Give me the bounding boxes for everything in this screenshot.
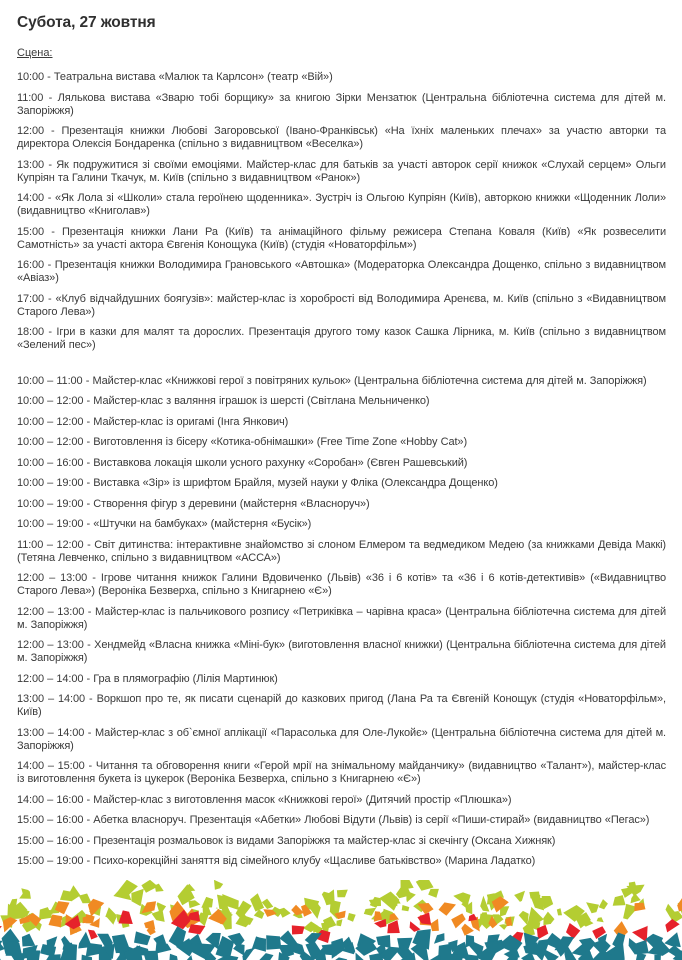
event-time: 12:00 – 13:00	[17, 572, 88, 584]
event-time: 14:00	[17, 192, 45, 204]
event-text: Презентація книжки Любові Загоровської (Івано-Франківськ) «На їхніх маленьких плечах» за участю авторки та директора Олексія Бондаренка (спільно з видавництвом «Веселка»)	[17, 125, 666, 150]
event-time: 15:00 – 16:00	[17, 834, 84, 847]
event-text: Презентація книжки Лани Ра (Київ) та анімаційного фільму режисера Степана Коваля (Київ) «Як розвеселити Самотність» за участі актора Євгенія Конощука (Київ) (студія «Новаторфільм»)	[17, 225, 666, 251]
event-text: Майстер-клас «Книжкові герої з повітряних кульок» (Центральна бібліотечна система для дітей м. Запоріжжя)	[92, 374, 647, 387]
event-time: 13:00	[17, 158, 45, 171]
event-separator: -	[84, 726, 95, 739]
event-row	[17, 416, 666, 429]
event-time: 13:00 – 14:00	[17, 726, 85, 739]
event-row	[17, 814, 666, 827]
event-separator: -	[83, 639, 95, 651]
event-time: 10:00 – 19:00	[17, 477, 84, 489]
event-separator: -	[83, 518, 94, 530]
event-time: 15:00	[17, 225, 45, 238]
event-time: 10:00 – 16:00	[17, 456, 84, 469]
event-row	[17, 477, 666, 490]
event-time: 10:00 – 19:00	[17, 497, 84, 510]
event-time: 15:00 – 16:00	[17, 814, 84, 826]
event-text: Гра в плямографію (Лілія Мартинюк)	[93, 672, 278, 685]
event-time: 12:00 – 13:00	[17, 639, 84, 651]
event-text: Майстер-клас із пальчикового розпису «Петриківка – чарівна краса» (Центральна бібліотечна система для дітей м. Запоріжжя)	[17, 605, 666, 631]
event-time: 10:00 – 12:00	[17, 415, 84, 428]
event-time: 10:00 – 12:00	[17, 436, 84, 448]
event-time: 16:00	[17, 259, 45, 271]
event-text: Майстер-клас з виготовлення масок «Книжкові герої» (Дитячий простір «Плюшка»)	[93, 793, 512, 806]
event-separator: -	[44, 259, 55, 271]
event-separator: -	[44, 326, 57, 338]
event-text: Майстер-клас із оригамі (Інга Янкович)	[93, 415, 289, 428]
event-time: 12:00 – 14:00	[17, 672, 84, 685]
event-separator: -	[83, 855, 94, 867]
event-separator: -	[85, 693, 97, 705]
event-time: 14:00 – 16:00	[17, 793, 84, 806]
event-separator: -	[83, 814, 94, 826]
event-row	[17, 192, 666, 218]
event-separator: -	[83, 436, 94, 448]
event-time: 15:00 – 19:00	[17, 855, 84, 867]
event-time: 10:00	[17, 71, 45, 83]
event-text: «Штучки на бамбуках» (майстерня «Бусік»)	[93, 518, 312, 530]
event-separator: -	[84, 605, 95, 618]
event-separator: -	[44, 192, 56, 204]
event-time: 17:00	[17, 292, 45, 305]
event-text: Виставкова локація школи усного рахунку «Соробан» (Євген Рашевський)	[93, 456, 468, 469]
event-row	[17, 326, 666, 352]
event-text: Створення фігур з деревини (майстерня «Власноруч»)	[93, 497, 370, 510]
event-separator: -	[44, 292, 56, 305]
event-time: 10:00 – 12:00	[17, 395, 84, 407]
event-row	[17, 71, 666, 84]
event-row	[17, 293, 666, 319]
event-row	[17, 539, 666, 565]
event-separator: -	[83, 672, 94, 685]
event-row	[17, 760, 666, 786]
event-row	[17, 606, 666, 632]
event-separator: -	[83, 477, 94, 489]
event-row	[17, 92, 666, 118]
event-text: Абетка власноруч. Презентація «Абетки» Любові Відути (Львів) із серії «Пиши-стирай» (видавництво «Пегас»)	[93, 814, 650, 826]
event-row	[17, 226, 666, 252]
event-text: Ігрове читання книжок Галини Вдовиченко (Львів) «36 і 6 котів» та «36 і 6 котів-детективів» («Видавництво Старого Лева») (Вероніка Безверха, спільно з Книгарнею «Є»)	[17, 572, 666, 597]
event-separator: -	[82, 374, 93, 387]
event-separator: -	[83, 415, 94, 428]
event-text: Світ дитинства: інтерактивне знайомство зі слоном Елмером та ведмедиком Медею (за книжками Девіда Маккі) (Тетяна Левченко, спільно з видавництвом «АССА»)	[17, 538, 666, 564]
event-text: Воркшоп про те, як писати сценарій до казкових пригод (Лана Ра та Євгеній Конощук (студія «Новаторфільм», Київ)	[17, 693, 666, 718]
mosaic-footer-decoration	[0, 880, 682, 960]
event-time: 14:00 – 15:00	[17, 760, 85, 772]
event-row	[17, 375, 666, 388]
event-separator: -	[83, 497, 94, 510]
event-separator: -	[83, 834, 94, 847]
event-text: «Клуб відчайдушних боягузів»: майстер-клас із хоробрості від Володимира Аренєва, м. Київ (спільно з «Видавництвом Старого Лева»)	[17, 292, 666, 318]
event-text: Виставка «Зір» із шрифтом Брайля, музей науки у Фліка (Олександра Дощенко)	[93, 477, 498, 489]
event-text: Ігри в казки для малят та дорослих. Презентація другого тому казок Сашка Лірника, м. Київ (спільно з видавництвом «Зелений пес»)	[17, 326, 666, 351]
event-time: 11:00	[17, 91, 44, 104]
event-text: Читання та обговорення книги «Герой мрії на знімальному майданчику» (видавництво «Талант»), майстер-клас із виготовлення букета із цукерок (Вероніка Безверха, спільно з Книгарнею «Є»)	[17, 760, 666, 785]
event-text: Презентація книжки Володимира Грановського «Автошка» (Модераторка Олександра Дощенко, спільно з видавництвом «Авіаз»)	[17, 259, 666, 284]
event-row	[17, 727, 666, 753]
event-text: Як подружитися зі своїми емоціями. Майстер-клас для батьків за участі авторок серії книжок «Слухай серцем» Ольги Купріян та Галини Ткачук, м. Київ (спільно з видавництвом «Ранок»)	[17, 158, 666, 184]
event-separator: -	[44, 125, 62, 137]
event-time: 11:00 – 12:00	[17, 538, 84, 551]
schedule-content	[17, 14, 666, 876]
event-separator: -	[87, 572, 101, 584]
event-time: 10:00 – 19:00	[17, 518, 84, 530]
event-separator: -	[44, 71, 54, 83]
open-event-list	[17, 375, 666, 869]
section-gap	[17, 360, 666, 375]
event-separator: -	[83, 456, 94, 469]
event-separator: -	[44, 158, 57, 171]
scene-label: Сцена:	[17, 47, 53, 59]
event-time: 12:00 – 13:00	[17, 605, 85, 618]
event-row	[17, 835, 666, 848]
event-text: Театральна вистава «Малюк та Карлсон» (театр «Вій»)	[53, 71, 333, 83]
page-title: Субота, 27 жовтня	[17, 14, 156, 31]
event-row	[17, 693, 666, 719]
event-text: Виготовлення із бісеру «Котика-обнімашки» (Free Time Zone «Hobby Cat»)	[93, 436, 468, 448]
event-row	[17, 518, 666, 531]
event-time: 12:00	[17, 125, 45, 137]
event-row	[17, 673, 666, 686]
event-row	[17, 457, 666, 470]
event-row	[17, 436, 666, 449]
event-separator: -	[44, 225, 62, 238]
event-row	[17, 125, 666, 151]
event-separator: -	[83, 395, 94, 407]
event-row	[17, 259, 666, 285]
event-text: «Як Лола зі «Школи» стала героїнею щоденника». Зустріч із Ольгою Купріян (Київ), авторкою книжки «Щоденник Лоли» (видавництво «Книголав»)	[17, 192, 666, 217]
event-separator: -	[84, 760, 96, 772]
event-row	[17, 639, 666, 665]
event-text: Хендмейд «Власна книжка «Міні-бук» (виготовлення власної книжки) (Центральна бібліотечна система для дітей м. Запоріжжя)	[17, 639, 666, 664]
event-text: Психо-корекційні заняття від сімейного клубу «Щасливе батьківство» (Марина Ладатко)	[93, 855, 536, 867]
event-row	[17, 572, 666, 598]
event-row	[17, 794, 666, 807]
event-time: 10:00 – 11:00	[17, 374, 83, 387]
scene-event-list	[17, 71, 666, 352]
event-time: 18:00	[17, 326, 45, 338]
event-separator: -	[83, 538, 95, 551]
event-text: Майстер-клас з об`ємної аплікації «Парасолька для Оле-Лукойє» (Центральна бібліотечна система для дітей м. Запоріжжя)	[17, 726, 666, 752]
event-row	[17, 395, 666, 408]
event-text: Майстер-клас з валяння іграшок із шерсті (Світлана Мельниченко)	[93, 395, 430, 407]
event-separator: -	[43, 91, 58, 104]
event-row	[17, 159, 666, 185]
event-text: Лялькова вистава «Зварю тобі борщику» за книгою Зірки Мензатюк (Центральна бібліотечна система для дітей м. Запоріжжя)	[17, 91, 666, 117]
event-row	[17, 498, 666, 511]
event-separator: -	[83, 793, 94, 806]
event-row	[17, 855, 666, 868]
event-text: Презентація розмальовок із видами Запоріжжя та майстер-клас зі скечінгу (Оксана Хижняк)	[93, 834, 556, 847]
event-time: 13:00 – 14:00	[17, 693, 86, 705]
